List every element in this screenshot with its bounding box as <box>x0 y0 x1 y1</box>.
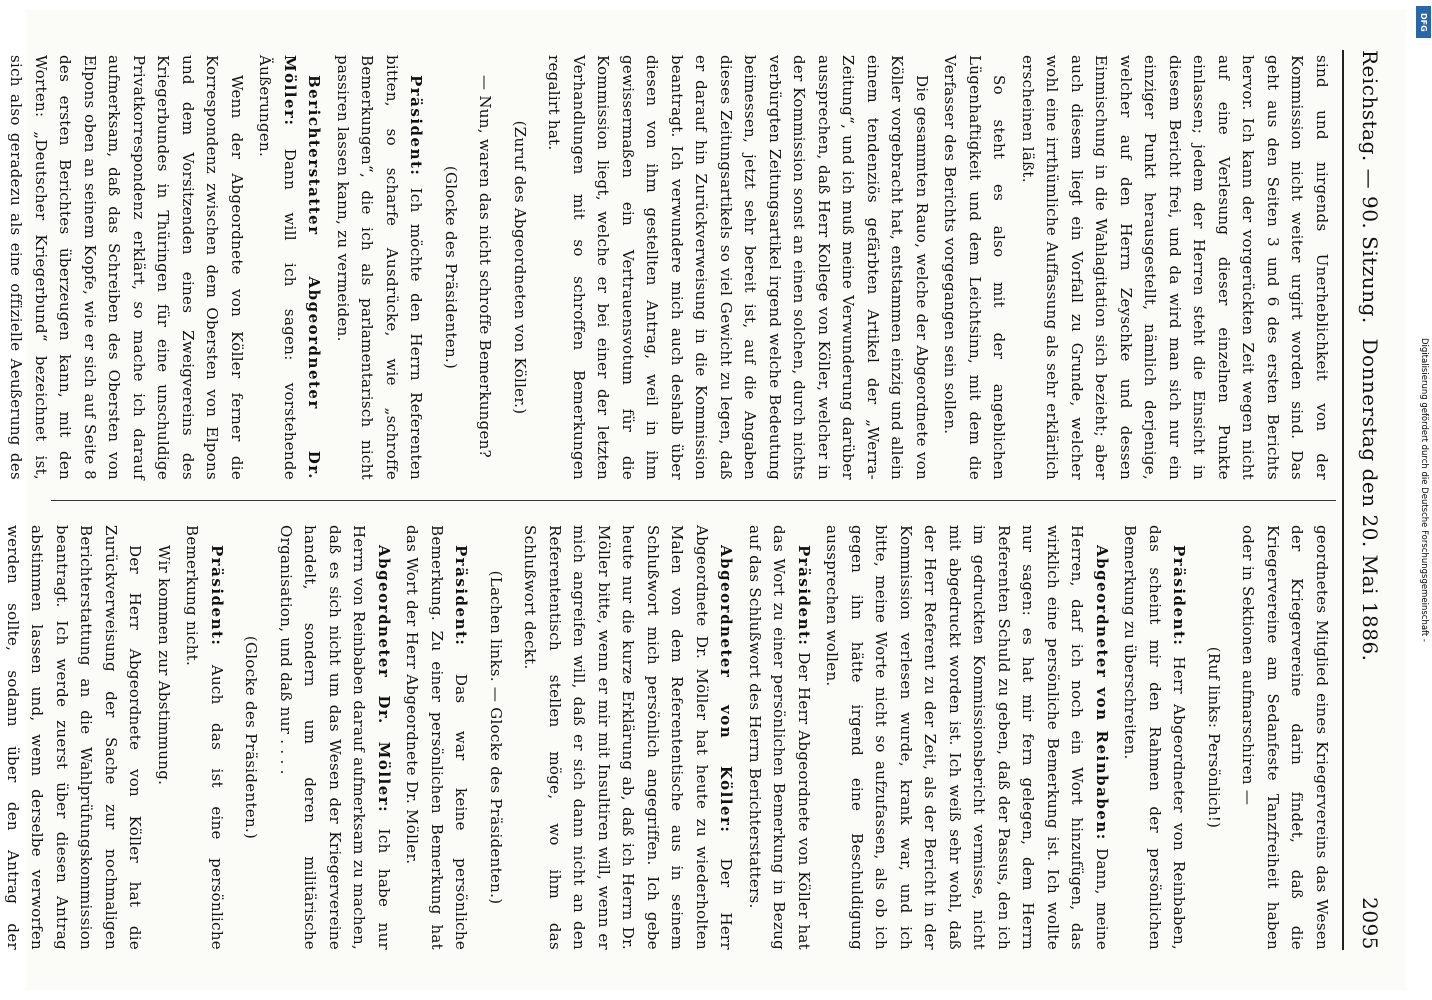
speech-paragraph <box>518 525 739 950</box>
dfg-logo: DFG <box>1416 6 1431 38</box>
paragraph: — Nun, waren das nicht schroffe Bemerkungen? <box>476 75 495 459</box>
speaker-name: Präsident: <box>407 75 426 177</box>
speech-text: Das war keine persönliche Bemerkung. Zu einer persönlichen Bemerkung hat das Wort der Herr Abgeordnete Dr. Möller. <box>403 525 471 951</box>
paragraph: Die gesammten Rauo, welche der Abgeordnete von Köller vorgebracht hat, entstammen einzig und allein einem tendenziös gefärbten Artikel der „Werra-Zeitung“, und ich muß meine Verwunderung darüber aussprechen, daß Herr Kollege von Köller, welcher in der Kommission sonst an einen solchen, durch nichts verbürgten Zeitungsartikel irgend welche Bedeutung beimessen, jetzt sehr bereit ist, auf die Angaben dieses Zeitungsartikels so viel Gewicht zu legen, daß er darauf hin Zurückverweisung in die Kommission beantragt. Ich verwundere mich auch deshalb über diesen von ihm gestellten Antrag, weil in ihm gewissermaßen ein Vertrauensvotum für die Kommission liegt, welche er bei einer der letzten Verhandlungen mit so schroffen Bemerkungen regalirt hat. <box>545 55 931 480</box>
speech-text: Herr Abgeordneter von Reinbaben, das scheint mir den Rahmen der persönlichen Bemerkung zu überschreiten. <box>1121 525 1189 950</box>
interjection: (Zuruf des Abgeordneten von Köller.) <box>511 120 529 415</box>
speech-text: Ich habe nur Herrn von Reinbaben darauf aufmerksam zu machen, daß es sich nicht um das Wesen der Kriegervereine handelt, sondern um deren militärische Organisation, und daß nur . . . . <box>277 525 393 950</box>
speech-text: Dann, meine Herren, darf ich noch ein Wort hinzufügen, das wirklich eine persönliche Bemerkung ist. Ich wollte nur sagen: es hat mir fern gelegen, dem Herrn Referenten Schuld zu geben, daß der Passus, den ich im gedruckten Kommissionsbericht vermisse, nicht mit abgedruckt worden ist. Ich weiß sehr wohl, daß der Herr Referent zu der Zeit, als der Bericht in der Kommission verlesen wurde, krank war, und ich bitte, meine Worte nicht so aufzufassen, als ob ich gegen ihn hätte irgend eine Beschuldigung aussprechen wollen. <box>823 525 1111 951</box>
speech-text: Der Herr Abgeordnete von Köller hat das Wort zu einer persönlichen Bemerkung in Bezug auf das Schlußwort des Herrn Berichterstatters. <box>746 525 813 950</box>
speaker-name: Präsident: <box>1170 545 1189 647</box>
speech-paragraph <box>274 525 397 950</box>
speech-text: Auch das ist eine persönliche Bemerkung nicht. <box>183 525 226 950</box>
paragraph: Wenn der Abgeordnete von Köller ferner die Korrespondenz zwischen dem Obersten von Elpons und dem Vorsitzenden eines Zweigvereins des Kriegerbundes in Thüringen für eine unschuldige Privatkorrespondenz erklärt, so mache ich darauf aufmerksam, daß das Schreiben des Obersten von Elpons oben an seinem Kopfe, wie er sich auf Seite 8 des ersten Berichtes überzeugen kann, mit den Worten: „Deutscher Kriegerbund“ bezeichnet ist, sich also geradezu als eine offizielle Aeußerung des <box>7 55 246 480</box>
speech-paragraph <box>331 55 429 480</box>
credit-text: Digitalisierung gefördert durch die Deutsche Forschungsgemeinschaft - <box>1419 338 1429 642</box>
speaker-name: Abgeordneter von Köller: <box>717 545 736 834</box>
interjection: (Ruf links: Persönlich!) <box>1205 646 1223 829</box>
speech-paragraph <box>180 525 229 950</box>
paragraph: Der Herr Abgeordnete von Köller hat die Zurückverweisung der Sache zur nochmaligen Berichterstattung an die Wahlprüfungskommission beantragt. Ich werde zuerst über diesen Antrag abstimmen lassen und, wenn derselbe verworfen werden sollte, sodann über den Antrag der <box>4 525 145 950</box>
header-date: Donnerstag den 20. Mai 1886. <box>1358 338 1382 662</box>
speech-text: Dann will ich sagen: vorstehende Äußerungen. <box>256 55 299 480</box>
digitization-credit <box>1418 200 1430 780</box>
speaker-name: Abgeordneter Dr. Möller: <box>375 545 393 814</box>
paragraph: sind und nirgends Unerheblichkeit von der Kommission nicht weiter urgirt worden sind. Das geht aus den Seiten 3 und 6 des ersten Berichts hervor. Ich kann der vorgerückten Zeit wegen nicht auf eine Verlesung dieser einzelnen Punkte einlassen; jedem der Herren steht die Einsicht in diesem Bericht frei, und da wird man sich nur ein einziger Punkt herausgestellt, nämlich derjenige, welcher auf den Herrn Zeyschke und dessen Einmischung in die Wahlagitation sich bezieht; aber auch diesem liegt ein Vorfall zu Grunde, welcher wohl eine irrthümliche Auffassung als sehr erklärlich erscheinen läßt. <box>1019 55 1331 480</box>
paragraph: So steht es also mit der angeblichen Lügenhaftigkeit und dem Leichtsinn, mit dem die Verfasser des Berichts vorgegangen sein sollen. <box>941 55 1009 480</box>
speech-text: Der Herr Abgeordnete Dr. Möller hat heute zu wiederholten Malen von dem Referententische aus in seinem Schlußwort mich persönlich angegriffen. Ich gebe heute nur die kurze Erklärung ab, daß ich Herrn Dr. Möller bitte, wenn er mir mit Insultiren will, wenn er mich angreifen will, daß er sich dann nicht an den Referententisch stellen möge, wo ihm das Schlußwort deckt. <box>521 525 736 950</box>
speech-paragraph <box>1118 525 1192 950</box>
paragraph: geordnetes Mitglied eines Kriegervereins das Wesen der Kriegervereine darin findet, daß die Kriegervereine am Sedanfeste Tanzfreiheit haben oder in Sektionen aufmarschiren — <box>1239 525 1331 950</box>
left-column <box>7 55 1334 480</box>
speech-text: Ich möchte den Herrn Referenten bitten, so scharfe Ausdrücke, wie „schroffe Bemerkungen“, die ich als parlamentarisch nicht passiren lassen kann, zu vermeiden. <box>334 55 426 480</box>
speech-paragraph <box>743 525 817 950</box>
header-left: Reichstag. — 90. Sitzung. <box>1358 50 1382 324</box>
speaker-name: Präsident: <box>208 545 226 647</box>
column-divider <box>51 500 1336 501</box>
stage-direction: (Glocke des Präsidenten.) <box>242 635 261 840</box>
speaker-name: Abgeordneter von Reinbaben: <box>1093 545 1111 841</box>
right-column <box>4 525 1334 951</box>
speech-paragraph <box>820 525 1114 950</box>
page-header <box>1350 50 1382 950</box>
speaker-name: Berichterstatter Abgeordneter Dr. Möller: <box>281 55 324 480</box>
speech-paragraph <box>253 55 327 480</box>
page-number: 2095 <box>1358 897 1382 950</box>
speaker-name: Präsident: <box>452 545 471 647</box>
scanned-page <box>4 10 1406 990</box>
header-rule <box>1342 50 1344 950</box>
stage-direction: (Lachen links. — Glocke des Präsidenten.) <box>487 570 505 905</box>
paragraph: Wir kommen zur Abstimmung. <box>155 545 173 786</box>
speech-paragraph <box>400 525 474 950</box>
speaker-name: Präsident: <box>795 545 813 647</box>
stage-direction: (Glocke des Präsidenten.) <box>442 165 460 370</box>
